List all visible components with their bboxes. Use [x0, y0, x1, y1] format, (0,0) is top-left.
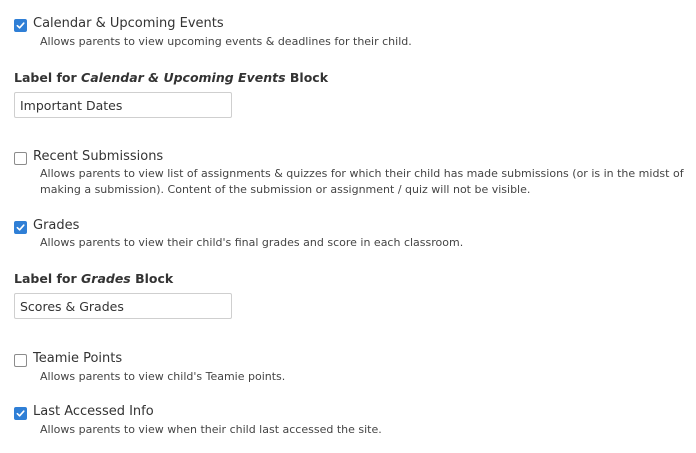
- recent-submissions-option-label[interactable]: Recent Submissions: [33, 149, 164, 164]
- grades-block-name: Grades: [81, 271, 131, 286]
- grades-label-heading: Label for Grades Block: [14, 271, 174, 286]
- teamie-points-option-label[interactable]: Teamie Points: [33, 351, 123, 366]
- teamie-points-checkbox[interactable]: [14, 354, 27, 367]
- recent-submissions-option-description: Allows parents to view list of assignments & quizzes for which their child has made submissions (or is in the midst of making a submission). Content of the submission or assignment / quiz will not be visible.: [40, 167, 684, 196]
- grades-checkbox[interactable]: [14, 221, 27, 234]
- checkmark-icon: [16, 21, 25, 30]
- last-accessed-option-description: Allows parents to view when their child last accessed the site.: [40, 423, 382, 436]
- checkmark-icon: [16, 223, 25, 232]
- grades-option-description: Allows parents to view their child's final grades and score in each classroom.: [40, 236, 464, 249]
- calendar-option-label[interactable]: Calendar & Upcoming Events: [33, 16, 224, 31]
- calendar-checkbox[interactable]: [14, 19, 27, 32]
- grades-label-input[interactable]: [14, 293, 232, 319]
- grades-option-label[interactable]: Grades: [33, 218, 80, 233]
- calendar-option-description: Allows parents to view upcoming events & deadlines for their child.: [40, 35, 412, 48]
- calendar-block-name: Calendar & Upcoming Events: [81, 70, 286, 85]
- checkmark-icon: [16, 409, 25, 418]
- last-accessed-checkbox[interactable]: [14, 407, 27, 420]
- recent-submissions-checkbox[interactable]: [14, 152, 27, 165]
- last-accessed-option-label[interactable]: Last Accessed Info: [33, 404, 154, 419]
- teamie-points-option-description: Allows parents to view child's Teamie points.: [40, 370, 286, 383]
- calendar-label-input[interactable]: [14, 92, 232, 118]
- calendar-label-heading: Label for Calendar & Upcoming Events Block: [14, 70, 329, 85]
